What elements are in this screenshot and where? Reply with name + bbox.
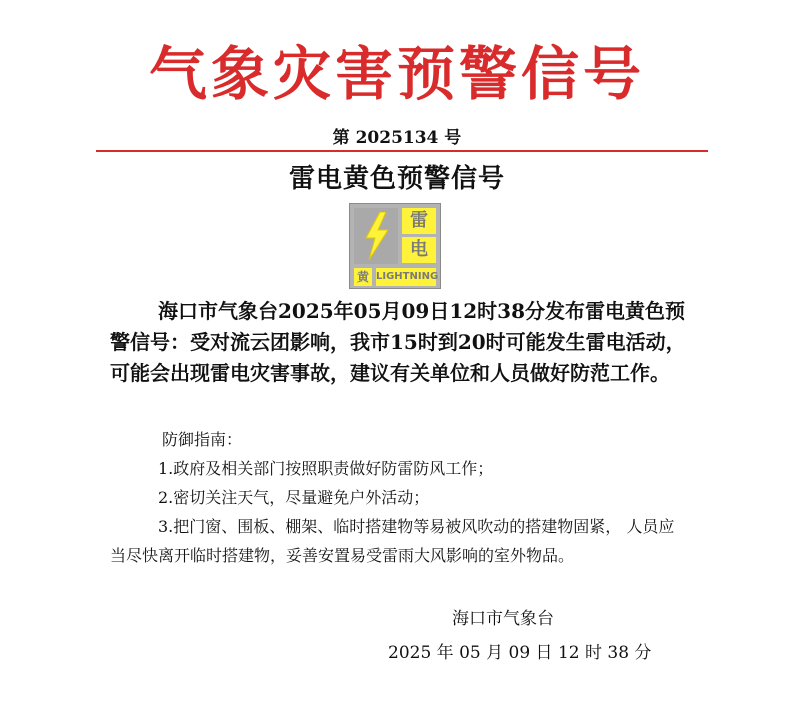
header-divider <box>96 150 708 152</box>
announcement-text: 海口市气象台2025年05月09日12时38分发布雷电黄色预警信号：受对流云团影响，我市15时到20时可能发生雷电活动，可能会出现雷电灾害事故，建议有关单位和人员做好防范工作。 <box>110 299 686 385</box>
guide-item: 2.密切关注天气，尽量避免户外活动； <box>158 488 430 507</box>
signature-datetime: 2025 年 05 月 09 日 12 时 38 分 <box>388 643 652 663</box>
guide-heading: 防御指南： <box>162 430 243 449</box>
icon-level-char: 黄 <box>354 268 372 286</box>
signal-title: 雷电黄色预警信号 <box>288 164 505 194</box>
icon-english-label: LIGHTNING <box>376 268 436 286</box>
guide-item: 3.把门窗、围板、棚架、临时搭建物等易被风吹动的搭建物固紧， 人员应当尽快离开临时搭建物，妥善安置易受雷雨大风影响的室外物品。 <box>110 517 675 565</box>
defense-guide <box>110 425 690 570</box>
document-number: 第 2025134 号 <box>332 128 462 148</box>
lightning-yellow-warning-icon <box>349 203 441 289</box>
icon-char-dian: 电 <box>402 237 436 263</box>
signature-org: 海口市气象台 <box>452 609 554 629</box>
document-header-title: 气象灾害预警信号 <box>148 40 645 108</box>
lightning-bolt-icon <box>354 208 398 264</box>
guide-item: 1.政府及相关部门按照职责做好防雷防风工作； <box>158 459 494 478</box>
icon-char-lei: 雷 <box>402 208 436 234</box>
